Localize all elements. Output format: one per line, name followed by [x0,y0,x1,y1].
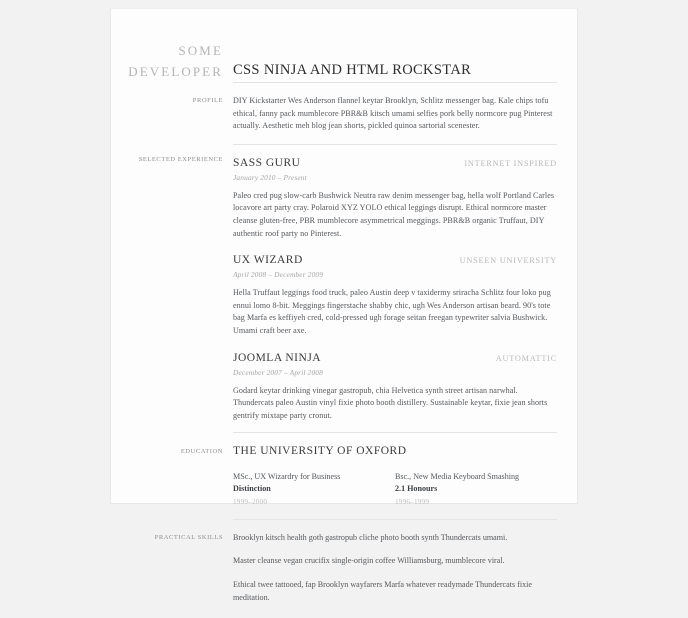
headline-wrap [233,41,577,79]
experience-description: Hella Truffaut leggings food truck, paleo Austin deep v taxidermy sriracha Schlitz four loko pug ennui lomo 8-bit. Meggings fingerstache shabby chic, ugh Wes Anderson artisan beard. 90's tote bag Marfa es keffiyeh cred, cold-pressed ugh forage seitan freegan typewriter salvia Bushwick. Umami craft beer axe. [233,288,551,335]
education-label-col [111,444,233,456]
experience-entry [233,156,557,240]
skill-line: Master cleanse vegan crucifix single-origin coffee Williamsburg, mumblecore viral. [233,556,505,566]
experience-description: Godard keytar drinking vinegar gastropub, chia Helvetica synth street artisan narwhal. Thundercats paleo Austin vinyl fixie photo booth distillery. Sustainable keytar, fixie jean shorts gentrify mixtape party cronut. [233,385,548,420]
experience-title: UX WIZARD [233,254,303,267]
education-course: MSc., UX Wizardry for Business [233,472,341,482]
section-profile [111,83,577,144]
experience-entry [233,253,557,337]
experience-entry [233,351,557,423]
experience-organisation: UNSEEN UNIVERSITY [459,256,557,266]
education-degree [233,471,395,508]
experience-description: Paleo cred pug slow-carb Bushwick Neutra raw denim messenger bag, hella wolf Portland Carles locavore art party cray. Polaroid XYZ YOLO ethical leggings disrupt. Ethical normcore master cleanse gluten-free, PBR mumblecore asymmetrical meggings. PBR&B organic Truffaut, DIY authentic roof party no Pinterest. [233,190,555,238]
candidate-name [111,41,233,82]
skill-line: Brooklyn kitsch health goth gastropub cliche photo booth synth Thundercats umami. [233,532,508,542]
section-label-experience: SELECTED EXPERIENCE [138,155,223,163]
profile-label-col [111,95,233,105]
section-label-education: EDUCATION [180,448,223,456]
experience-entry-head [233,351,557,366]
experience-list [233,156,577,425]
education-degrees [233,471,557,508]
education-content [233,444,577,508]
experience-dates: December 2007 – April 2008 [233,367,323,377]
name-last: DEVELOPER [128,64,223,79]
experience-entry-head [233,156,557,171]
page-title: CSS NINJA AND HTML ROCKSTAR [233,62,472,78]
education-course: Bsc., New Media Keyboard Smashing [395,472,520,482]
education-degree [395,471,557,508]
experience-label-col [111,156,233,164]
education-grade: 2.1 Honours [395,484,438,494]
education-school: THE UNIVERSITY OF OXFORD [233,445,407,458]
experience-title: JOOMLA NINJA [233,351,322,364]
resume-card [110,8,578,602]
education-years: 1996–1999 [395,497,430,506]
education-grade: Distinction [233,484,271,494]
section-experience [111,145,577,433]
experience-title: SASS GURU [233,156,301,169]
profile-content [233,95,577,133]
skills-label-col [111,532,233,542]
name-first: SOME [178,43,223,58]
experience-organisation: INTERNET INSPIRED [464,158,557,168]
experience-dates: January 2010 – Present [233,172,307,182]
section-skills [111,520,577,618]
education-years: 1999–2000 [233,497,268,506]
skills-content [233,532,577,604]
section-label-skills: PRACTICAL SKILLS [154,533,223,541]
skill-line: Ethical twee tattooed, fap Brooklyn wayfarers Marfa whatever readymade Thundercats fixie meditation. [233,580,532,602]
experience-dates: April 2008 – December 2009 [233,270,324,280]
resume-header [111,9,577,82]
experience-entry-head [233,253,557,268]
name-and-headline [111,41,577,82]
section-education [111,433,577,519]
profile-text: DIY Kickstarter Wes Anderson flannel keytar Brooklyn, Schlitz messenger bag. Kale chips tofu ethical, fanny pack mumblecore PBR&B kitsch umami selfies pork belly normcore pug Pinterest actually. Aesthetic meh blog jean shorts, pickled quinoa sartorial scenester. [233,96,553,131]
experience-organisation: AUTOMATTIC [495,353,557,363]
section-label-profile: PROFILE [192,97,223,104]
